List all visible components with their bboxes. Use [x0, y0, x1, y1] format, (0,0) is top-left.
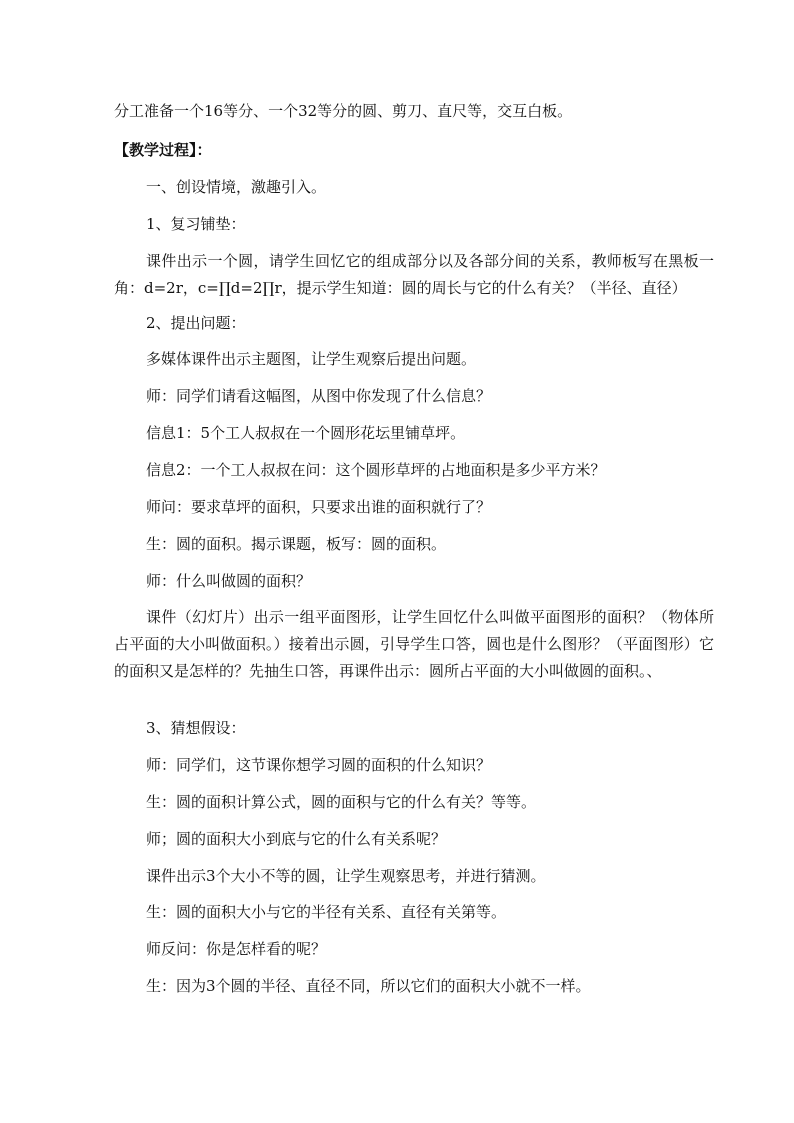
info-line-1: 信息1：5个工人叔叔在一个圆形花坛里铺草坪。 [146, 424, 466, 442]
teacher-line-2: 师：什么叫做圆的面积？ [146, 572, 312, 590]
student-line-1: 生：圆的面积。揭示课题，板写：圆的面积。 [146, 535, 447, 553]
student-line-3: 生：圆的面积大小与它的半径有关系、直径有关第等。 [146, 903, 507, 921]
review-paragraph: 课件出示一个圆，请学生回忆它的组成部分以及各部分间的关系，教师板写在黑板一角：d=2r，c=∏d=2∏r，提示学生知道：圆的周长与它的什么有关？（半径、直径） [114, 252, 714, 297]
step-heading-hypothesis: 3、猜想假设： [146, 719, 246, 737]
info-line-2: 信息2：一个工人叔叔在问：这个圆形草坪的占地面积是多少平方米？ [146, 461, 606, 479]
student-line-4: 生：因为3个圆的半径、直径不同，所以它们的面积大小就不一样。 [146, 977, 591, 995]
step-heading-review: 1、复习铺垫： [146, 215, 246, 233]
teacher-line-1: 师：同学们请看这幅图，从图中你发现了什么信息？ [146, 387, 492, 405]
slides-paragraph: 课件（幻灯片）出示一组平面图形，让学生回忆什么叫做平面图形的面积？（物体所占平面的大小叫做面积。）接着出示圆，引导学生口答，圆也是什么图形？（平面图形）它的面积又是怎样的？先抽生口答，再课件出示：圆所占平面的大小叫做圆的面积。、 [114, 608, 714, 680]
teacher-question-line: 师问：要求草坪的面积，只要求出谁的面积就行了？ [146, 498, 492, 516]
courseware-line: 课件出示3个大小不等的圆，让学生观察思考，并进行猜测。 [146, 867, 546, 885]
teacher-line-4: 师；圆的面积大小到底与它的什么有关系呢？ [146, 830, 447, 848]
multimedia-paragraph: 多媒体课件出示主题图，让学生观察后提出问题。 [146, 350, 477, 368]
teacher-line-5: 师反问：你是怎样看的呢？ [146, 940, 327, 958]
step-heading-question: 2、提出问题： [146, 314, 246, 332]
student-line-2: 生：圆的面积计算公式，圆的面积与它的什么有关？等等。 [146, 793, 537, 811]
teaching-process-heading: 【教学过程】： [114, 141, 212, 159]
section-heading-intro: 一、创设情境，激趣引入。 [146, 178, 327, 196]
materials-paragraph: 分工准备一个16等分、一个32等分的圆、剪刀、直尺等，交互白板。 [114, 102, 573, 120]
teacher-line-3: 师：同学们，这节课你想学习圆的面积的什么知识？ [146, 756, 492, 774]
